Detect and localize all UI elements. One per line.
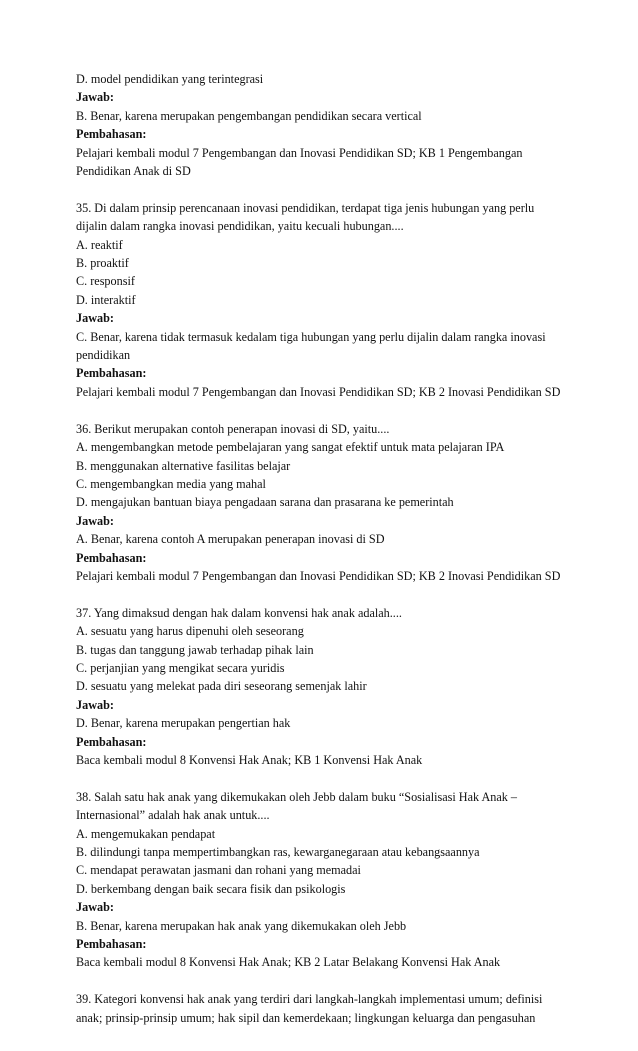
discussion-text: Pelajari kembali modul 7 Pengembangan dan Inovasi Pendidikan SD; KB 2 Inovasi Pendidikan SD: [76, 384, 561, 399]
question-35: [76, 199, 566, 401]
question-37: [76, 604, 566, 770]
discussion-text: Baca kembali modul 8 Konvensi Hak Anak; KB 2 Latar Belakang Konvensi Hak Anak: [76, 955, 501, 970]
discussion-label: Pembahasan:: [76, 734, 147, 749]
option-c: C. mendapat perawatan jasmani dan rohani yang memadai: [76, 863, 361, 878]
discussion-label: Pembahasan:: [76, 366, 147, 381]
question-text: 39. Kategori konvensi hak anak yang terdiri dari langkah-langkah implementasi umum; definisi anak; prinsip-prinsip umum; hak sipil dan kemerdekaan; lingkungan keluarga dan pengasuhan: [76, 992, 543, 1025]
discussion-label: Pembahasan:: [76, 127, 147, 142]
discussion-text: Baca kembali modul 8 Konvensi Hak Anak; KB 1 Konvensi Hak Anak: [76, 752, 423, 767]
section-spacer: [76, 972, 566, 990]
discussion-label: Pembahasan:: [76, 937, 147, 952]
option-a: A. reaktif: [76, 237, 123, 252]
option-b: B. dilindungi tanpa mempertimbangkan ras, kewarganegaraan atau kebangsaannya: [76, 845, 480, 859]
question-text: 35. Di dalam prinsip perencanaan inovasi pendidikan, terdapat tiga jenis hubungan yang perlu dijalin dalam rangka inovasi pendidikan, yaitu kecuali hubungan....: [76, 200, 535, 234]
option-a: A. mengembangkan metode pembelajaran yang sangat efektif untuk mata pelajaran IPA: [76, 440, 505, 455]
option-d: D. berkembang dengan baik secara fisik dan psikologis: [76, 881, 346, 896]
answer-label: Jawab:: [76, 900, 114, 915]
section-spacer: [76, 180, 566, 198]
option-b: B. menggunakan alternative fasilitas belajar: [76, 458, 291, 473]
option-d: D. mengajukan bantuan biaya pengadaan sarana dan prasarana ke pemerintah: [76, 495, 454, 510]
discussion-text: Pelajari kembali modul 7 Pengembangan dan Inovasi Pendidikan SD; KB 2 Inovasi Pendidikan SD: [76, 568, 561, 583]
answer-label: Jawab:: [76, 311, 114, 326]
question-36: [76, 420, 566, 586]
answer-text: B. Benar, karena merupakan pengembangan pendidikan secara vertical: [76, 108, 422, 123]
section-spacer: [76, 769, 566, 787]
option-c: C. perjanjian yang mengikat secara yuridis: [76, 660, 285, 675]
option-a: A. sesuatu yang harus dipenuhi oleh seseorang: [76, 624, 304, 639]
question-text: 37. Yang dimaksud dengan hak dalam konvensi hak anak adalah....: [76, 605, 402, 620]
question-38: [76, 788, 566, 972]
discussion-label: Pembahasan:: [76, 550, 147, 565]
answer-label: Jawab:: [76, 697, 114, 712]
answer-text: C. Benar, karena tidak termasuk kedalam tiga hubungan yang perlu dijalin dalam rangka inovasi pendidikan: [76, 329, 546, 363]
question-text: 38. Salah satu hak anak yang dikemukakan oleh Jebb dalam buku “Sosialisasi Hak Anak – Internasional” adalah hak anak untuk....: [76, 789, 518, 823]
question-text: 36. Berikut merupakan contoh penerapan inovasi di SD, yaitu....: [76, 421, 390, 436]
question-34-tail: [76, 70, 566, 180]
question-39: [76, 990, 566, 1027]
option-b: B. tugas dan tanggung jawab terhadap pihak lain: [76, 642, 314, 657]
answer-text: D. Benar, karena merupakan pengertian hak: [76, 716, 291, 731]
discussion-text: Pelajari kembali modul 7 Pengembangan dan Inovasi Pendidikan SD; KB 1 Pengembangan Pendidikan Anak di SD: [76, 145, 523, 179]
answer-text: A. Benar, karena contoh A merupakan penerapan inovasi di SD: [76, 532, 385, 547]
option-d: D. interaktif: [76, 292, 136, 307]
section-spacer: [76, 585, 566, 603]
option-d: D. model pendidikan yang terintegrasi: [76, 72, 264, 86]
answer-text: B. Benar, karena merupakan hak anak yang dikemukakan oleh Jebb: [76, 918, 407, 933]
answer-label: Jawab:: [76, 513, 114, 528]
option-b: B. proaktif: [76, 256, 129, 271]
document-page: [76, 70, 566, 1027]
option-a: A. mengemukakan pendapat: [76, 826, 216, 841]
option-c: C. mengembangkan media yang mahal: [76, 476, 266, 491]
option-d: D. sesuatu yang melekat pada diri seseorang semenjak lahir: [76, 679, 367, 694]
option-c: C. responsif: [76, 274, 135, 289]
section-spacer: [76, 401, 566, 419]
answer-label: Jawab:: [76, 90, 114, 105]
